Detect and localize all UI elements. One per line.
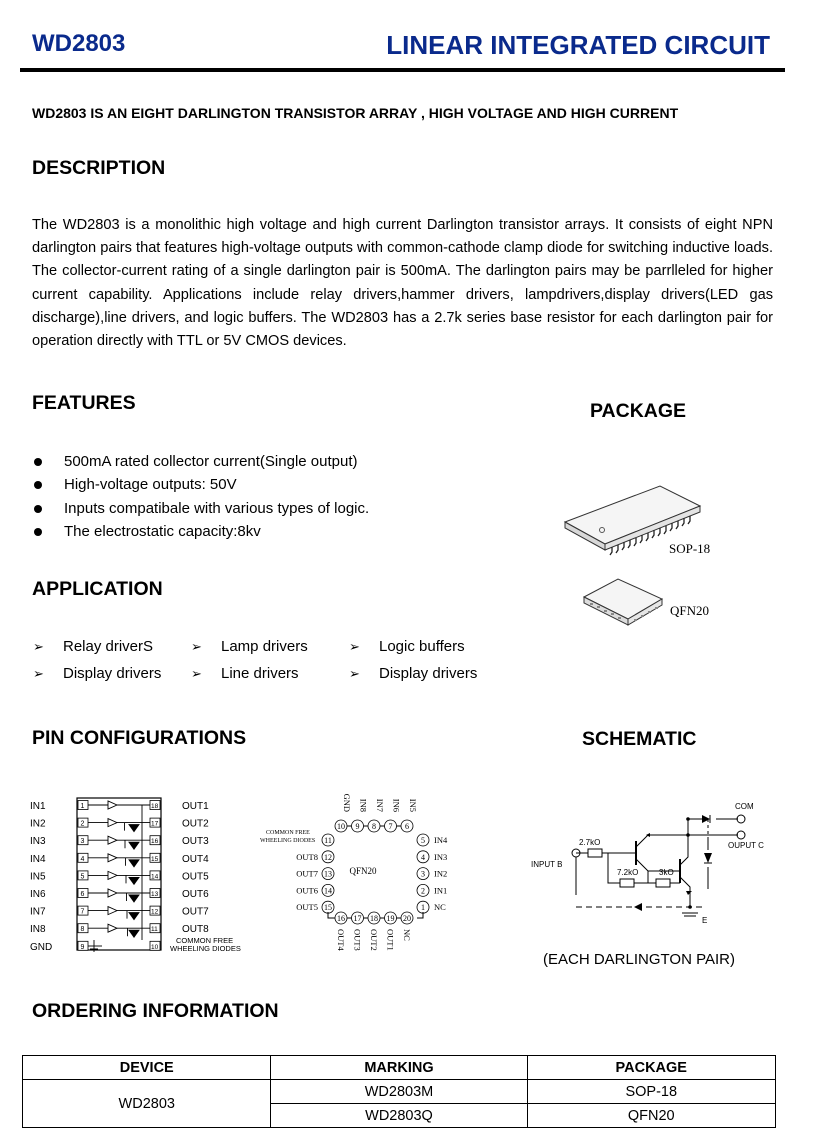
dip-pin-number: 15 (151, 855, 159, 863)
dip-pin-number: 5 (80, 873, 85, 881)
qfn-pin-number: 6 (405, 822, 409, 831)
package-cell: QFN20 (527, 1104, 776, 1128)
qfn-pin-number: 12 (324, 852, 332, 862)
qfn-pin-number: 19 (386, 914, 395, 923)
dip-pin-number: 16 (151, 838, 159, 846)
darlington-schematic (528, 795, 778, 935)
application-item: ➢ Line drivers (191, 665, 299, 682)
dip-pin-number: 10 (151, 943, 159, 951)
package-cell: SOP-18 (527, 1080, 776, 1104)
buffer-icon (108, 889, 117, 897)
arrow-bullet-icon: ➢ (33, 666, 44, 681)
qfn-pin-label: IN3 (434, 851, 448, 862)
sop18-label: SOP-18 (669, 541, 711, 556)
dip-pin-number: 11 (151, 926, 158, 934)
diode-icon (129, 930, 139, 937)
buffer-icon (108, 907, 117, 915)
application-heading: APPLICATION (32, 578, 163, 600)
package-heading: PACKAGE (590, 400, 687, 422)
application-item: ➢ Display drivers (33, 665, 162, 682)
dip-pin-label: OUT2 (182, 818, 209, 830)
qfn20-label: QFN20 (670, 603, 710, 618)
ordering-heading: ORDERING INFORMATION (32, 1000, 279, 1022)
schematic-input-label: INPUT B (531, 860, 563, 869)
dip-pin-number: 14 (151, 873, 159, 881)
schematic-com-label: COM (735, 802, 754, 811)
column-header: PACKAGE (527, 1056, 776, 1080)
dip-right-pins (150, 801, 209, 951)
column-header: DEVICE (23, 1056, 271, 1080)
dip-pin-number: 6 (80, 891, 85, 898)
application-item: ➢ Logic buffers (349, 638, 465, 655)
dip-pin-number: 17 (151, 820, 159, 828)
qfn-pin-number: 10 (337, 822, 345, 831)
dip-pin-number: 2 (80, 820, 85, 828)
dip-note-line1: COMMON FREE (176, 936, 234, 945)
buffer-icon (108, 836, 117, 844)
qfn20-package-illustration (580, 575, 670, 630)
qfn-pin-number: 3 (421, 869, 425, 879)
diode-icon (129, 895, 139, 902)
application-item: ➢ Display drivers (349, 665, 478, 682)
marking-cell: WD2803M (271, 1080, 527, 1104)
qfn-pin-number: 20 (403, 914, 411, 923)
dip-pin-label: IN6 (30, 889, 46, 900)
pin-config-heading: PIN CONFIGURATIONS (32, 727, 247, 749)
qfn-pin-label: NC (434, 902, 446, 913)
qfn-pin-number: 9 (355, 822, 360, 831)
bullet-icon (34, 458, 42, 466)
schematic-r3-label: 3kO (659, 868, 674, 877)
schematic-heading: SCHEMATIC (582, 728, 697, 750)
qfn-pin-number: 16 (337, 914, 345, 923)
schematic-r1-label: 2.7kO (579, 838, 601, 847)
qfn-pin-label: IN1 (434, 885, 448, 896)
dip-pin-label: IN3 (30, 836, 46, 848)
dip-pin-number: 18 (151, 803, 159, 810)
application-item: ➢ Lamp drivers (191, 638, 308, 655)
dip-pin-label: OUT4 (182, 853, 209, 865)
feature-item: The electrostatic capacity:8kv (34, 520, 369, 543)
bullet-icon (34, 505, 42, 513)
subtitle: WD2803 IS AN EIGHT DARLINGTON TRANSISTOR ARRAY , HIGH VOLTAGE AND HIGH CURRENT (32, 105, 679, 121)
qfn-pinout-diagram (258, 788, 458, 958)
dip-pin-label: OUT3 (182, 836, 209, 848)
dip-pin-label: IN5 (30, 871, 46, 883)
qfn-pin-number: 1 (421, 903, 425, 913)
qfn-pin-label: IN8 (358, 798, 369, 812)
dip-pin-number: 1 (80, 803, 85, 810)
qfn-pin-label: OUT5 (296, 902, 318, 913)
dip-pin-number: 4 (80, 855, 85, 863)
qfn-pin-label: IN7 (375, 798, 385, 812)
marking-cell: WD2803Q (271, 1104, 527, 1128)
qfn-pin-label: NC (402, 929, 412, 941)
qfn-pin-number: 14 (324, 886, 332, 896)
header-rule (20, 68, 785, 72)
doc-type: LINEAR INTEGRATED CIRCUIT (386, 30, 770, 60)
table-header-row (23, 1056, 776, 1080)
part-number: WD2803 (32, 30, 126, 57)
qfn-pin-number: 5 (421, 836, 425, 845)
qfn-pin-number: 8 (372, 822, 376, 831)
dip-pin-number: 3 (80, 838, 85, 846)
qfn-pin-number: 7 (388, 822, 393, 831)
feature-item: High-voltage outputs: 50V (34, 473, 369, 496)
dip-pin-number: 8 (80, 926, 85, 934)
dip-pin-number: 12 (151, 908, 159, 916)
table-row (23, 1080, 776, 1104)
qfn-pin-number: 2 (421, 886, 425, 896)
dip-pin-label: IN4 (30, 853, 46, 865)
dip-pin-label: OUT5 (182, 871, 209, 883)
ordering-table (22, 1055, 776, 1128)
arrow-bullet-icon: ➢ (191, 639, 202, 654)
qfn-pin-label: OUT6 (296, 885, 318, 896)
schematic-r2-label: 7.2kO (617, 868, 639, 877)
qfn-pin-number: 11 (324, 836, 332, 845)
diode-icon (129, 913, 139, 920)
qfn-pin-number: 18 (370, 914, 378, 923)
features-list (34, 450, 369, 543)
dip-pin-number: 7 (80, 908, 85, 916)
bullet-icon (34, 481, 42, 489)
qfn-pin-label: IN6 (391, 798, 402, 812)
dip-pin-label: IN7 (30, 906, 46, 918)
description-heading: DESCRIPTION (32, 157, 166, 179)
qfn-note-line1: COMMON FREE (266, 830, 310, 836)
qfn-pin-label: GND (342, 793, 352, 812)
qfn-pin-label: OUT2 (369, 929, 379, 951)
dip-pin-label: OUT6 (182, 889, 209, 900)
buffer-icon (108, 801, 117, 809)
buffer-icon (108, 854, 117, 862)
dip-pin-label: OUT1 (182, 801, 209, 812)
qfn-pin-label: IN2 (434, 868, 448, 879)
device-cell: WD2803 (23, 1080, 271, 1128)
qfn-pin-number: 4 (421, 852, 425, 862)
feature-item: 500mA rated collector current(Single output) (34, 450, 369, 473)
dip-pin-label: GND (30, 941, 53, 953)
diode-icon (129, 860, 139, 867)
feature-item: Inputs compatibale with various types of logic. (34, 497, 369, 520)
diode-icon (129, 842, 139, 849)
qfn-pin-label: OUT3 (352, 929, 363, 951)
dip-pin-label: OUT7 (182, 906, 209, 918)
buffer-icon (108, 871, 117, 879)
diode-icon (129, 877, 139, 884)
dip-pinout-diagram (30, 790, 250, 960)
qfn-pin-label: OUT1 (385, 929, 396, 951)
arrow-bullet-icon: ➢ (349, 639, 360, 654)
features-heading: FEATURES (32, 392, 136, 414)
qfn-pin-label: OUT4 (336, 929, 346, 951)
qfn-pin-label: IN4 (434, 835, 448, 845)
dip-pin-label: IN2 (30, 818, 46, 830)
dip-pin-label: IN1 (30, 801, 46, 812)
qfn-note-line2: WHEELING DIODES (260, 838, 316, 844)
dip-pin-number: 9 (80, 943, 85, 951)
dip-pin-label: OUT8 (182, 924, 209, 936)
description-text: The WD2803 is a monolithic high voltage and high current Darlington transistor arrays. It consists of eight NPN darlington pairs that features high-voltage outputs with common-cathode clamp diode for switching inductive loads. The collector-current rating of a single darlington pair is 500mA. The darlington pairs may be parrlleled for higher current capability. Applications include relay drivers,hammer drivers, lampdrivers,display drivers(LED gas discharge),line drivers, and logic buffers. The WD2803 has a 2.7k series base resistor for each darlington pair for operation directly with TTL or 5V CMOS devices. (32, 217, 773, 350)
dip-pin-label: IN8 (30, 924, 46, 936)
schematic-emitter-label: E (702, 916, 708, 925)
column-header: MARKING (271, 1056, 527, 1080)
schematic-caption: (EACH DARLINGTON PAIR) (543, 951, 735, 968)
qfn-pin-number: 17 (353, 914, 362, 923)
dip-left-pins (30, 801, 88, 953)
qfn-pin-label: OUT7 (296, 868, 318, 879)
buffer-icon (108, 924, 117, 932)
buffer-icon (108, 819, 117, 827)
application-item: ➢ Relay driverS (33, 638, 154, 655)
qfn-pin-label: OUT8 (296, 851, 318, 862)
qfn-center-label: QFN20 (349, 866, 377, 876)
arrow-bullet-icon: ➢ (349, 666, 360, 681)
bullet-icon (34, 528, 42, 536)
diode-icon (129, 825, 139, 832)
qfn-pin-label: IN5 (408, 798, 418, 812)
dip-pin-number: 13 (151, 891, 159, 898)
arrow-bullet-icon: ➢ (191, 666, 202, 681)
dip-note-line2: WHEELING DIODES (170, 944, 241, 953)
schematic-output-label: OUPUT C (728, 841, 764, 850)
qfn-pin-number: 13 (324, 869, 332, 879)
qfn-pin-number: 15 (324, 903, 332, 913)
arrow-bullet-icon: ➢ (33, 639, 44, 654)
